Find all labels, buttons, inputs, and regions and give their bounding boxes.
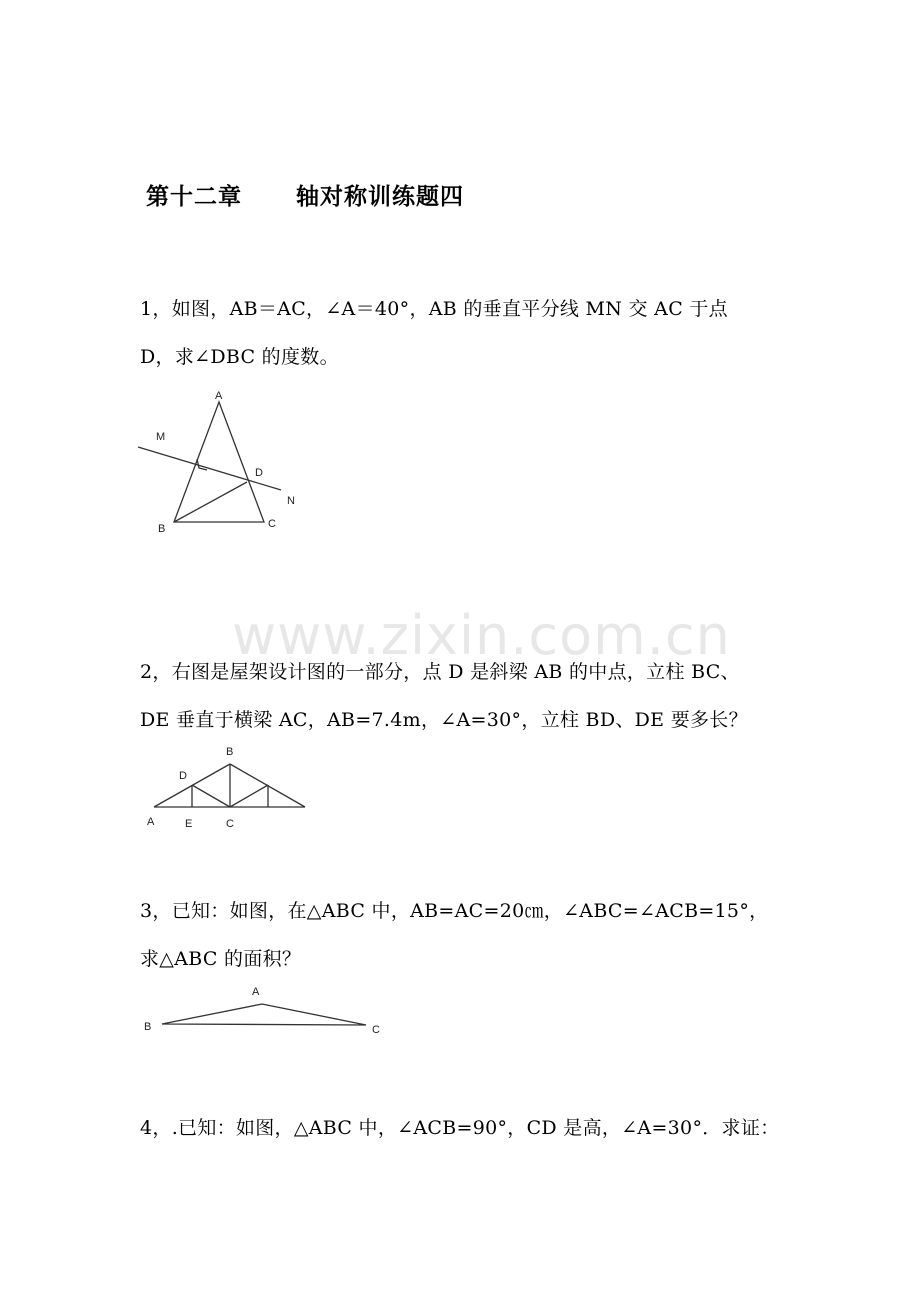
problem-2-figure [140,740,315,835]
problem-3-figure [140,975,390,1045]
label-b: B [144,1021,152,1033]
label-n: N [287,495,295,507]
label-c: C [226,818,234,830]
watermark: www.zixin.com.cn [232,604,731,667]
problem-2-line-2: DE 垂直于横梁 AC，AB=7.4m，∠A=30°，立柱 BD、DE 要多长？ [140,709,748,731]
label-c: C [268,518,276,530]
problem-3-line-1: 3，已知：如图，在△ABC 中，AB=AC=20㎝，∠ABC=∠ACB=15°， [140,900,769,922]
page-title: 第十二章 轴对称训练题四 [146,184,465,210]
problem-2-line-1: 2，右图是屋架设计图的一部分，点 D 是斜梁 AB 的中点，立柱 BC、 [140,661,740,683]
problem-1-line-1: 1，如图，AB＝AC，∠A＝40°，AB 的垂直平分线 MN 交 AC 于点 [140,298,728,320]
right-angle-mark [197,459,207,470]
label-e: E [185,818,193,830]
triangle-abc [162,1004,366,1025]
brace-left [192,785,230,807]
label-b: B [226,746,234,758]
label-m: M [156,431,166,443]
brace-right [230,785,268,807]
label-a: A [252,986,260,998]
label-c: C [372,1024,380,1036]
problem-1-line-2: D，求∠DBC 的度数。 [140,346,339,368]
label-a: A [147,816,155,828]
problem-1-figure [136,384,316,544]
label-d: D [179,770,187,782]
label-d: D [255,467,263,479]
label-b: B [158,523,166,535]
problem-3-line-2: 求△ABC 的面积？ [140,948,302,970]
problem-4-line-1: 4，.已知：如图，△ABC 中，∠ACB=90°，CD 是高，∠A=30°．求证： [140,1117,780,1139]
segment-bd [174,482,247,522]
label-a: A [215,390,223,402]
